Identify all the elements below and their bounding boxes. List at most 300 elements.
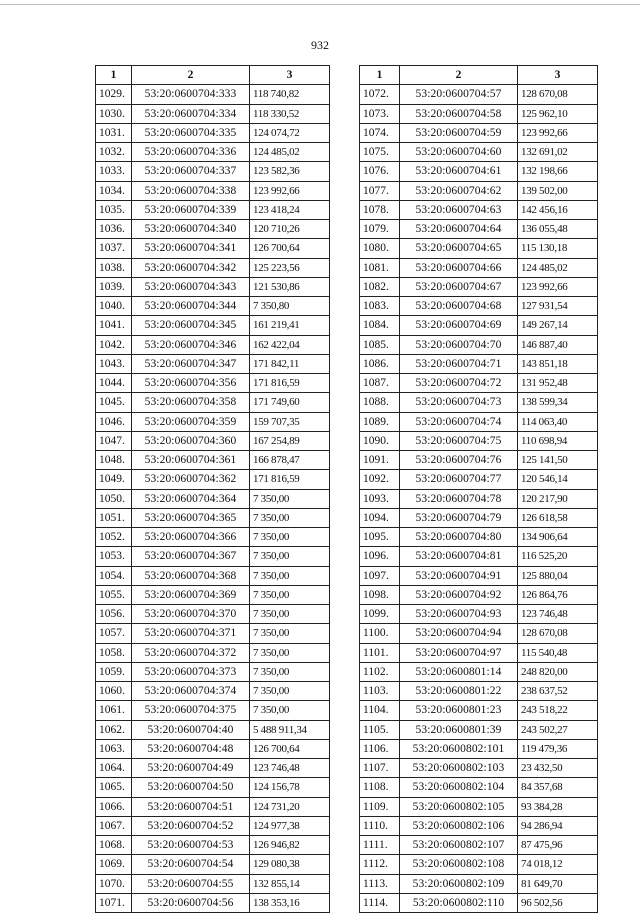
table-row	[96, 778, 330, 797]
row-number: 1089.	[360, 412, 400, 431]
row-number: 1087.	[360, 374, 400, 393]
row-number: 1091.	[360, 451, 400, 470]
cadastral-number: 53:20:0600801:22	[400, 682, 518, 701]
cadastral-value: 129 080,38	[250, 855, 330, 874]
cadastral-value: 143 851,18	[518, 354, 598, 373]
cadastral-value: 125 962,10	[518, 104, 598, 123]
cadastral-value: 121 530,86	[250, 277, 330, 296]
table-row	[96, 816, 330, 835]
top-scan-edge	[0, 4, 640, 5]
cadastral-value: 7 350,00	[250, 701, 330, 720]
row-number: 1038.	[96, 258, 132, 277]
table-row	[96, 874, 330, 893]
cadastral-number: 53:20:0600704:94	[400, 624, 518, 643]
cadastral-value: 7 350,00	[250, 489, 330, 508]
row-number: 1069.	[96, 855, 132, 874]
row-number: 1058.	[96, 643, 132, 662]
table-row	[360, 720, 598, 739]
cadastral-value: 138 599,34	[518, 393, 598, 412]
cadastral-value: 136 055,48	[518, 220, 598, 239]
cadastral-number: 53:20:0600704:337	[132, 162, 250, 181]
table-row	[96, 451, 330, 470]
cadastral-value: 7 350,00	[250, 547, 330, 566]
cadastral-value: 171 842,11	[250, 354, 330, 373]
cadastral-value: 166 878,47	[250, 451, 330, 470]
table-row	[360, 855, 598, 874]
cadastral-number: 53:20:0600704:51	[132, 797, 250, 816]
cadastral-value: 162 422,04	[250, 335, 330, 354]
row-number: 1103.	[360, 682, 400, 701]
row-number: 1041.	[96, 316, 132, 335]
row-number: 1057.	[96, 624, 132, 643]
cadastral-number: 53:20:0600704:74	[400, 412, 518, 431]
cadastral-value: 123 746,48	[518, 605, 598, 624]
row-number: 1031.	[96, 123, 132, 142]
cadastral-value: 7 350,00	[250, 643, 330, 662]
cadastral-value: 7 350,00	[250, 605, 330, 624]
table-row	[96, 277, 330, 296]
row-number: 1060.	[96, 682, 132, 701]
row-number: 1099.	[360, 605, 400, 624]
table-row	[96, 297, 330, 316]
cadastral-value: 7 350,00	[250, 528, 330, 547]
header-row	[360, 66, 598, 85]
cadastral-number: 53:20:0600704:52	[132, 816, 250, 835]
row-number: 1040.	[96, 297, 132, 316]
cadastral-number: 53:20:0600704:66	[400, 258, 518, 277]
header-col-2: 2	[132, 66, 250, 85]
cadastral-number: 53:20:0600704:333	[132, 85, 250, 104]
row-number: 1084.	[360, 316, 400, 335]
cadastral-number: 53:20:0600704:75	[400, 431, 518, 450]
table-row	[96, 585, 330, 604]
row-number: 1068.	[96, 836, 132, 855]
cadastral-number: 53:20:0600704:369	[132, 585, 250, 604]
cadastral-value: 127 931,54	[518, 297, 598, 316]
cadastral-number: 53:20:0600704:374	[132, 682, 250, 701]
cadastral-number: 53:20:0600704:78	[400, 489, 518, 508]
table-row	[360, 162, 598, 181]
cadastral-number: 53:20:0600802:109	[400, 874, 518, 893]
cadastral-number: 53:20:0600704:340	[132, 220, 250, 239]
row-number: 1043.	[96, 354, 132, 373]
cadastral-number: 53:20:0600704:343	[132, 277, 250, 296]
cadastral-value: 126 700,64	[250, 739, 330, 758]
cadastral-number: 53:20:0600704:365	[132, 508, 250, 527]
cadastral-number: 53:20:0600704:338	[132, 181, 250, 200]
table-row	[96, 335, 330, 354]
cadastral-number: 53:20:0600704:58	[400, 104, 518, 123]
header-col-1: 1	[360, 66, 400, 85]
table-row	[360, 143, 598, 162]
cadastral-number: 53:20:0600802:110	[400, 893, 518, 912]
cadastral-number: 53:20:0600704:48	[132, 739, 250, 758]
cadastral-number: 53:20:0600704:367	[132, 547, 250, 566]
cadastral-number: 53:20:0600704:346	[132, 335, 250, 354]
row-number: 1111.	[360, 836, 400, 855]
cadastral-number: 53:20:0600704:81	[400, 547, 518, 566]
cadastral-number: 53:20:0600704:53	[132, 836, 250, 855]
row-number: 1107.	[360, 759, 400, 778]
table-row	[360, 528, 598, 547]
table-row	[96, 547, 330, 566]
cadastral-number: 53:20:0600704:67	[400, 277, 518, 296]
table-row	[360, 393, 598, 412]
header-col-1: 1	[96, 66, 132, 85]
table-row	[360, 123, 598, 142]
cadastral-number: 53:20:0600704:69	[400, 316, 518, 335]
cadastral-value: 125 223,56	[250, 258, 330, 277]
table-row	[360, 739, 598, 758]
cadastral-number: 53:20:0600704:80	[400, 528, 518, 547]
row-number: 1086.	[360, 354, 400, 373]
row-number: 1044.	[96, 374, 132, 393]
cadastral-value: 126 946,82	[250, 836, 330, 855]
row-number: 1095.	[360, 528, 400, 547]
table-row	[360, 181, 598, 200]
cadastral-number: 53:20:0600704:68	[400, 297, 518, 316]
header-col-3: 3	[250, 66, 330, 85]
row-number: 1097.	[360, 566, 400, 585]
cadastral-value: 128 670,08	[518, 85, 598, 104]
row-number: 1076.	[360, 162, 400, 181]
row-number: 1073.	[360, 104, 400, 123]
cadastral-value: 243 502,27	[518, 720, 598, 739]
row-number: 1034.	[96, 181, 132, 200]
cadastral-value: 139 502,00	[518, 181, 598, 200]
cadastral-number: 53:20:0600802:106	[400, 816, 518, 835]
table-row	[360, 316, 598, 335]
row-number: 1082.	[360, 277, 400, 296]
table-row	[360, 220, 598, 239]
cadastral-number: 53:20:0600704:77	[400, 470, 518, 489]
row-number: 1062.	[96, 720, 132, 739]
cadastral-value: 124 074,72	[250, 123, 330, 142]
cadastral-value: 120 546,14	[518, 470, 598, 489]
row-number: 1094.	[360, 508, 400, 527]
table-row	[96, 316, 330, 335]
row-number: 1104.	[360, 701, 400, 720]
row-number: 1071.	[96, 893, 132, 912]
row-number: 1113.	[360, 874, 400, 893]
row-number: 1085.	[360, 335, 400, 354]
cadastral-value: 23 432,50	[518, 759, 598, 778]
table-row	[96, 739, 330, 758]
row-number: 1042.	[96, 335, 132, 354]
page-number: 932	[311, 38, 329, 52]
cadastral-number: 53:20:0600704:50	[132, 778, 250, 797]
cadastral-value: 93 384,28	[518, 797, 598, 816]
cadastral-value: 124 156,78	[250, 778, 330, 797]
cadastral-value: 134 906,64	[518, 528, 598, 547]
cadastral-number: 53:20:0600704:92	[400, 585, 518, 604]
row-number: 1055.	[96, 585, 132, 604]
cadastral-value: 125 880,04	[518, 566, 598, 585]
cadastral-value: 138 353,16	[250, 893, 330, 912]
row-number: 1037.	[96, 239, 132, 258]
cadastral-number: 53:20:0600704:59	[400, 123, 518, 142]
table-row	[96, 393, 330, 412]
table-row	[96, 412, 330, 431]
table-row	[360, 605, 598, 624]
cadastral-value: 94 286,94	[518, 816, 598, 835]
cadastral-number: 53:20:0600802:103	[400, 759, 518, 778]
cadastral-number: 53:20:0600704:373	[132, 662, 250, 681]
cadastral-value: 149 267,14	[518, 316, 598, 335]
row-number: 1067.	[96, 816, 132, 835]
cadastral-number: 53:20:0600801:14	[400, 662, 518, 681]
table-row	[360, 816, 598, 835]
cadastral-value: 110 698,94	[518, 431, 598, 450]
table-row	[96, 566, 330, 585]
table-row	[360, 624, 598, 643]
cadastral-value: 116 525,20	[518, 547, 598, 566]
cadastral-value: 7 350,00	[250, 682, 330, 701]
row-number: 1108.	[360, 778, 400, 797]
cadastral-number: 53:20:0600704:64	[400, 220, 518, 239]
cadastral-value: 167 254,89	[250, 431, 330, 450]
cadastral-number: 53:20:0600704:370	[132, 605, 250, 624]
row-number: 1047.	[96, 431, 132, 450]
cadastral-value: 120 217,90	[518, 489, 598, 508]
table-row	[96, 508, 330, 527]
cadastral-value: 126 864,76	[518, 585, 598, 604]
cadastral-value: 128 670,08	[518, 624, 598, 643]
table-row	[96, 239, 330, 258]
cadastral-value: 123 992,66	[518, 277, 598, 296]
cadastral-value: 119 479,36	[518, 739, 598, 758]
cadastral-value: 7 350,00	[250, 624, 330, 643]
table-row	[96, 354, 330, 373]
table-row	[360, 451, 598, 470]
cadastral-value: 238 637,52	[518, 682, 598, 701]
row-number: 1101.	[360, 643, 400, 662]
cadastral-value: 124 731,20	[250, 797, 330, 816]
table-row	[360, 258, 598, 277]
cadastral-number: 53:20:0600704:97	[400, 643, 518, 662]
cadastral-value: 146 887,40	[518, 335, 598, 354]
cadastral-number: 53:20:0600704:91	[400, 566, 518, 585]
table-row	[360, 335, 598, 354]
cadastral-number: 53:20:0600704:362	[132, 470, 250, 489]
cadastral-value: 7 350,80	[250, 297, 330, 316]
table-row	[360, 701, 598, 720]
table-row	[360, 277, 598, 296]
table-row	[360, 797, 598, 816]
left-table	[95, 65, 330, 913]
cadastral-number: 53:20:0600704:40	[132, 720, 250, 739]
table-row	[96, 489, 330, 508]
table-row	[96, 181, 330, 200]
row-number: 1112.	[360, 855, 400, 874]
cadastral-value: 124 485,02	[518, 258, 598, 277]
row-number: 1054.	[96, 566, 132, 585]
row-number: 1096.	[360, 547, 400, 566]
table-row	[360, 239, 598, 258]
cadastral-number: 53:20:0600801:39	[400, 720, 518, 739]
row-number: 1032.	[96, 143, 132, 162]
cadastral-number: 53:20:0600802:108	[400, 855, 518, 874]
cadastral-value: 142 456,16	[518, 200, 598, 219]
cadastral-number: 53:20:0600704:60	[400, 143, 518, 162]
cadastral-value: 123 418,24	[250, 200, 330, 219]
table-row	[96, 470, 330, 489]
row-number: 1064.	[96, 759, 132, 778]
row-number: 1109.	[360, 797, 400, 816]
cadastral-value: 123 992,66	[518, 123, 598, 142]
row-number: 1059.	[96, 662, 132, 681]
row-number: 1102.	[360, 662, 400, 681]
table-row	[96, 374, 330, 393]
table-row	[360, 297, 598, 316]
row-number: 1098.	[360, 585, 400, 604]
table-row	[360, 585, 598, 604]
table-row	[96, 162, 330, 181]
cadastral-value: 7 350,00	[250, 662, 330, 681]
table-row	[360, 662, 598, 681]
cadastral-number: 53:20:0600802:104	[400, 778, 518, 797]
cadastral-value: 115 540,48	[518, 643, 598, 662]
cadastral-number: 53:20:0600704:70	[400, 335, 518, 354]
table-row	[96, 759, 330, 778]
table-row	[360, 547, 598, 566]
cadastral-number: 53:20:0600704:342	[132, 258, 250, 277]
cadastral-number: 53:20:0600704:368	[132, 566, 250, 585]
table-row	[360, 470, 598, 489]
cadastral-value: 115 130,18	[518, 239, 598, 258]
cadastral-number: 53:20:0600704:358	[132, 393, 250, 412]
row-number: 1046.	[96, 412, 132, 431]
row-number: 1035.	[96, 200, 132, 219]
cadastral-number: 53:20:0600704:49	[132, 759, 250, 778]
row-number: 1045.	[96, 393, 132, 412]
table-row	[96, 605, 330, 624]
cadastral-number: 53:20:0600704:345	[132, 316, 250, 335]
cadastral-value: 171 816,59	[250, 470, 330, 489]
cadastral-number: 53:20:0600802:105	[400, 797, 518, 816]
row-number: 1065.	[96, 778, 132, 797]
table-row	[360, 412, 598, 431]
cadastral-number: 53:20:0600704:361	[132, 451, 250, 470]
cadastral-value: 123 582,36	[250, 162, 330, 181]
cadastral-number: 53:20:0600704:73	[400, 393, 518, 412]
row-number: 1081.	[360, 258, 400, 277]
cadastral-value: 243 518,22	[518, 701, 598, 720]
table-row	[360, 85, 598, 104]
cadastral-value: 123 746,48	[250, 759, 330, 778]
cadastral-value: 132 855,14	[250, 874, 330, 893]
row-number: 1079.	[360, 220, 400, 239]
cadastral-number: 53:20:0600704:76	[400, 451, 518, 470]
row-number: 1114.	[360, 893, 400, 912]
table-row	[360, 489, 598, 508]
table-row	[96, 624, 330, 643]
table-row	[360, 759, 598, 778]
row-number: 1092.	[360, 470, 400, 489]
cadastral-value: 171 749,60	[250, 393, 330, 412]
row-number: 1036.	[96, 220, 132, 239]
cadastral-value: 123 992,66	[250, 181, 330, 200]
cadastral-number: 53:20:0600704:336	[132, 143, 250, 162]
cadastral-value: 7 350,00	[250, 566, 330, 585]
cadastral-value: 96 502,56	[518, 893, 598, 912]
table-row	[360, 643, 598, 662]
cadastral-number: 53:20:0600704:93	[400, 605, 518, 624]
cadastral-number: 53:20:0600704:71	[400, 354, 518, 373]
row-number: 1106.	[360, 739, 400, 758]
row-number: 1039.	[96, 277, 132, 296]
table-row	[360, 566, 598, 585]
row-number: 1051.	[96, 508, 132, 527]
table-row	[360, 354, 598, 373]
cadastral-number: 53:20:0600802:107	[400, 836, 518, 855]
table-row	[360, 682, 598, 701]
header-row	[96, 66, 330, 85]
row-number: 1070.	[96, 874, 132, 893]
cadastral-number: 53:20:0600704:339	[132, 200, 250, 219]
table-row	[96, 123, 330, 142]
cadastral-value: 132 198,66	[518, 162, 598, 181]
cadastral-value: 126 700,64	[250, 239, 330, 258]
cadastral-value: 81 649,70	[518, 874, 598, 893]
row-number: 1053.	[96, 547, 132, 566]
row-number: 1048.	[96, 451, 132, 470]
table-row	[360, 778, 598, 797]
row-number: 1072.	[360, 85, 400, 104]
cadastral-value: 132 691,02	[518, 143, 598, 162]
row-number: 1077.	[360, 181, 400, 200]
cadastral-number: 53:20:0600704:335	[132, 123, 250, 142]
row-number: 1105.	[360, 720, 400, 739]
row-number: 1033.	[96, 162, 132, 181]
cadastral-value: 74 018,12	[518, 855, 598, 874]
table-row	[96, 258, 330, 277]
cadastral-value: 118 330,52	[250, 104, 330, 123]
cadastral-value: 171 816,59	[250, 374, 330, 393]
row-number: 1074.	[360, 123, 400, 142]
cadastral-number: 53:20:0600704:366	[132, 528, 250, 547]
row-number: 1066.	[96, 797, 132, 816]
cadastral-value: 118 740,82	[250, 85, 330, 104]
cadastral-number: 53:20:0600704:360	[132, 431, 250, 450]
cadastral-number: 53:20:0600802:101	[400, 739, 518, 758]
cadastral-number: 53:20:0600704:56	[132, 893, 250, 912]
header-col-2: 2	[400, 66, 518, 85]
cadastral-number: 53:20:0600704:79	[400, 508, 518, 527]
cadastral-value: 126 618,58	[518, 508, 598, 527]
table-row	[96, 643, 330, 662]
row-number: 1049.	[96, 470, 132, 489]
table-row	[360, 104, 598, 123]
row-number: 1080.	[360, 239, 400, 258]
row-number: 1061.	[96, 701, 132, 720]
right-table	[359, 65, 598, 913]
row-number: 1093.	[360, 489, 400, 508]
cadastral-number: 53:20:0600704:334	[132, 104, 250, 123]
cadastral-number: 53:20:0600704:55	[132, 874, 250, 893]
header-col-3: 3	[518, 66, 598, 85]
cadastral-number: 53:20:0600704:359	[132, 412, 250, 431]
row-number: 1110.	[360, 816, 400, 835]
cadastral-value: 248 820,00	[518, 662, 598, 681]
table-row	[360, 836, 598, 855]
table-row	[96, 528, 330, 547]
cadastral-number: 53:20:0600704:63	[400, 200, 518, 219]
row-number: 1075.	[360, 143, 400, 162]
table-row	[360, 431, 598, 450]
row-number: 1100.	[360, 624, 400, 643]
cadastral-value: 125 141,50	[518, 451, 598, 470]
